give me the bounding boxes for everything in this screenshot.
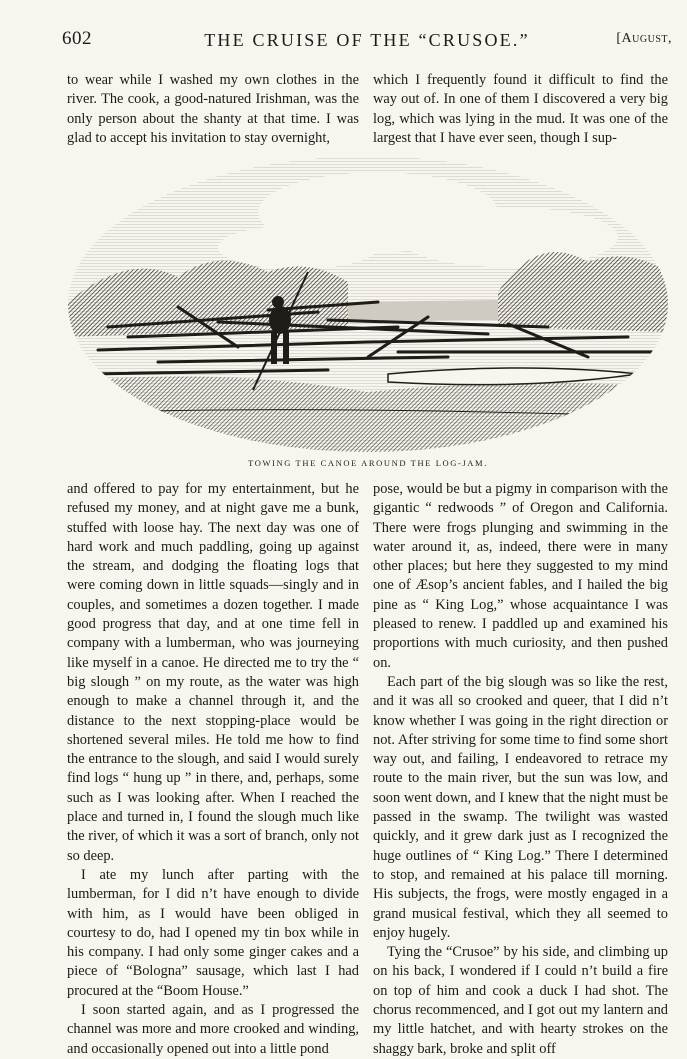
right-column <box>373 480 668 1059</box>
left-column <box>67 480 359 1059</box>
top-left-text <box>67 71 359 148</box>
log-jam-engraving <box>68 152 668 452</box>
page-number: 602 <box>62 28 92 49</box>
paragraph: I soon started again, and as I progressed the channel was more and more crooked and winding, and occasionally opened out into a little pond <box>67 1002 359 1057</box>
top-right-text <box>373 71 668 148</box>
paragraph: I ate my lunch after parting with the lumberman, for I did n’t have enough to divide with him, as I would have been obliged in courtesy to do, had I opened my tin box while in his company. I had only some ginger cakes and a piece of “Bologna” sausage, which last I had procured at the “Boom House.” <box>67 866 359 999</box>
running-month: [August, <box>616 31 672 46</box>
paragraph: which I frequently found it difficult to find the way out of. In one of them I discovered a very big log, which was lying in the mud. It was one of the largest that I have ever seen, though I sup- <box>373 72 668 146</box>
paragraph: pose, would be but a pigmy in comparison with the gigantic “ redwoods ” of Oregon and California. There were frogs plunging and swimming in the water around it, as, indeed, there were in many other places; but here they suggested to my mind one of Æsop’s ancient fables, and I hailed the big pine as “ King Log,” whose acquaintance I was pleased to renew. I paddled up and examined his proportions with much curiosity, and then pushed on. <box>373 481 668 671</box>
figure-caption: TOWING THE CANOE AROUND THE LOG-JAM. <box>248 458 488 468</box>
paragraph: and offered to pay for my entertainment, but he refused my money, and at night gave me a bunk, stuffed with loose hay. The next day was one of hard work and much paddling, going up against the stream, and dodging the floating logs that were coming down in little squads—singly and in couples, and sometimes a dozen together. I made good progress that day, and at one time fell in company with a lumberman, who was journeying like myself in a canoe. He directed me to try the “ big slough ” on my route, as the water was high enough to make a channel through it, and the distance to the next stopping-place would be shortened several miles. He told me how to find the entrance to the slough, and said I would surely find logs “ hung up ” in there, and, perhaps, some such as I was looking after. When I reached the place and turned in, I found the slough much like the river, of which it was a sort of branch, only not so deep. <box>67 481 359 864</box>
paragraph: Each part of the big slough was so like the rest, and it was all so crooked and queer, that I did n’t know whether I was going in the right direction or not. After striving for some time to find some short way out, and failing, I endeavored to retrace my route to the main river, but the sun was low, and soon went down, and I knew that the night must be passed in the swamp. The twilight was wasted quickly, and it grew dark just as I recognized the huge outlines of “ King Log.” There I determined to stop, and remained at his palace till morning. His subjects, the frogs, were mostly engaged in a grand musical festival, which they all seemed to enjoy hugely. <box>373 673 668 941</box>
paragraph: Tying the “Crusoe” by his side, and climbing up on his back, I wondered if I could n’t build a fire on top of him and cook a duck I had shot. The chorus recommenced, and I got out my lantern and my little hatchet, and with hearty strokes on the shaggy bark, broke and split off <box>373 944 668 1057</box>
engraving-illustration <box>68 152 668 452</box>
paragraph: to wear while I washed my own clothes in the river. The cook, a good-natured Irishman, was the only person about the shanty at that time. I was glad to accept his invitation to stay overnight, <box>67 72 359 146</box>
running-title: THE CRUISE OF THE “CRUSOE.” <box>204 30 530 50</box>
running-header <box>62 28 672 50</box>
